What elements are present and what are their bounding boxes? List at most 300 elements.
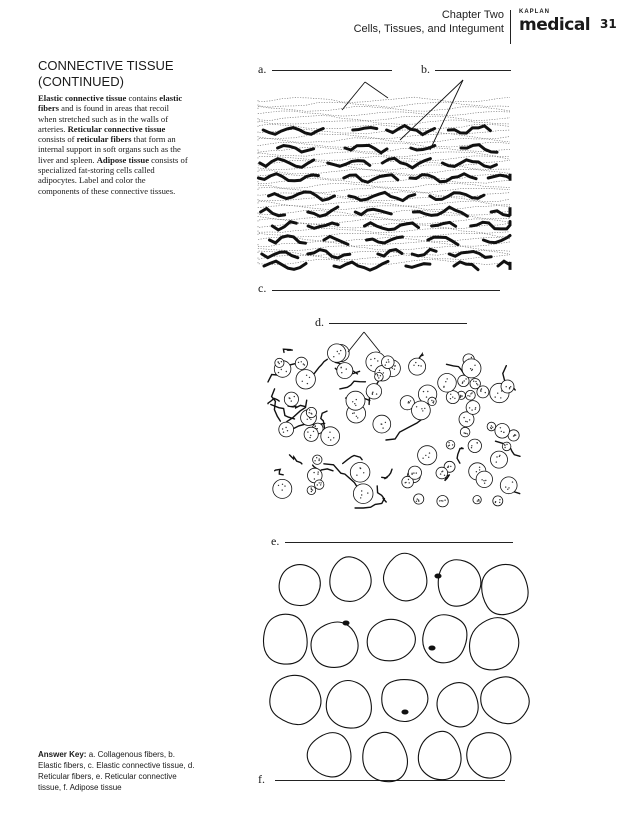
adipocyte (270, 675, 321, 724)
cell-stipple (376, 393, 377, 394)
reticular-cell (295, 357, 307, 369)
reticular-cell (446, 441, 455, 450)
cell-stipple (317, 484, 318, 485)
cell-stipple (357, 417, 358, 418)
cell-stipple (337, 351, 338, 352)
cell-stipple (377, 360, 378, 361)
reticular-cell (501, 380, 514, 393)
cell-stipple (311, 489, 312, 490)
reticular-cell (315, 480, 324, 489)
collagen-fiber (258, 233, 510, 237)
adipocyte (382, 680, 428, 722)
adipocyte (279, 565, 320, 606)
elastic-fiber (406, 264, 430, 268)
reticular-fiber (275, 469, 284, 474)
adipocyte (307, 733, 351, 777)
reticular-cell (473, 496, 481, 504)
cell-stipple (508, 487, 509, 488)
cell-stipple (495, 396, 496, 397)
cell-stipple (483, 480, 484, 481)
cell-stipple (469, 407, 470, 408)
elastic-fiber (471, 222, 510, 229)
cell-stipple (499, 499, 500, 500)
cell-stipple (507, 489, 508, 490)
cell-stipple (318, 471, 319, 472)
cell-stipple (285, 427, 286, 428)
cell-stipple (444, 475, 445, 476)
cell-stipple (415, 362, 416, 363)
cell-stipple (370, 359, 371, 360)
reticular-cell (414, 494, 424, 504)
cell-stipple (450, 398, 451, 399)
adipose-tissue-drawing (263, 553, 529, 781)
cell-stipple (340, 350, 341, 351)
cell-stipple (317, 473, 318, 474)
cell-stipple (284, 485, 285, 486)
reticular-cell (353, 484, 373, 504)
reticular-cell (346, 391, 365, 410)
reticular-cell (466, 401, 480, 415)
cell-stipple (425, 455, 426, 456)
reticular-fiber (340, 381, 366, 389)
cell-stipple (470, 393, 471, 394)
cell-stipple (496, 456, 497, 457)
cell-stipple (352, 413, 353, 414)
label-d: d. (315, 315, 324, 329)
elastic-fiber (278, 146, 314, 153)
elastic-fiber (483, 236, 510, 243)
cell-stipple (333, 356, 334, 357)
cell-stipple (386, 362, 387, 363)
body-text-span: consists of specialized fat-storing cells called adipocytes. Label and color the components of these connective tissues. (38, 154, 188, 196)
cell-stipple (356, 399, 357, 400)
cell-stipple (422, 458, 423, 459)
cell-stipple (476, 471, 477, 472)
logo-medical-text: medical (519, 15, 591, 35)
cell-stipple (480, 391, 481, 392)
reticular-cell (321, 427, 340, 446)
cell-stipple (307, 419, 308, 420)
cell-stipple (499, 456, 500, 457)
cell-stipple (467, 433, 468, 434)
elastic-fiber (367, 237, 403, 243)
label-a: a. (258, 62, 267, 76)
cell-stipple (383, 372, 384, 373)
cell-stipple (470, 368, 471, 369)
cell-stipple (341, 372, 342, 373)
cell-stipple (282, 484, 283, 485)
label-e: e. (271, 534, 280, 548)
body-text-span: contains (126, 93, 160, 103)
cell-stipple (352, 401, 353, 402)
cell-stipple (310, 419, 311, 420)
reticular-cell (468, 439, 481, 452)
cell-stipple (506, 444, 507, 445)
cell-stipple (307, 431, 308, 432)
cell-stipple (431, 400, 432, 401)
cell-stipple (382, 427, 383, 428)
cell-stipple (452, 444, 453, 445)
reticular-fiber (290, 455, 302, 464)
cell-stipple (475, 407, 476, 408)
cell-stipple (278, 485, 279, 486)
cell-stipple (454, 398, 455, 399)
term-elastic-connective-tissue: Elastic connective tissue (38, 93, 127, 103)
cell-stipple (445, 381, 446, 382)
reticular-cell (428, 397, 436, 405)
cell-stipple (313, 472, 314, 473)
cell-stipple (450, 466, 451, 467)
adipocyte (363, 732, 408, 781)
adipocyte (481, 677, 530, 724)
collagen-fiber (258, 201, 510, 206)
elastic-fiber (308, 250, 350, 258)
cell-stipple (471, 447, 472, 448)
cell-stipple (416, 472, 417, 473)
cell-stipple (433, 401, 434, 402)
cell-stipple (289, 397, 290, 398)
cell-stipple (286, 371, 287, 372)
reticular-cell (328, 344, 346, 362)
collagen-fiber (258, 206, 510, 210)
adipocyte (423, 615, 467, 663)
cell-stipple (506, 386, 507, 387)
body-text-span: consists of (38, 134, 77, 145)
elastic-connective-tissue-drawing (258, 80, 510, 270)
cell-stipple (500, 427, 501, 428)
cell-stipple (471, 445, 472, 446)
collagen-fiber (258, 169, 510, 175)
adipocyte (367, 619, 415, 661)
term-elastic-fibers: elastic fibers (38, 93, 183, 114)
cell-stipple (465, 378, 466, 379)
body-text-span: and is found in areas that recoil when stretched such as in the walls of arteries. (38, 103, 170, 134)
cell-stipple (485, 480, 486, 481)
cell-stipple (496, 461, 497, 462)
adipocyte (438, 560, 481, 606)
reticular-cell (304, 427, 318, 441)
reticular-cell (462, 359, 481, 378)
cell-stipple (385, 364, 386, 365)
reticular-cell (460, 427, 470, 437)
cell-stipple (416, 406, 417, 407)
cell-stipple (320, 484, 321, 485)
cell-stipple (309, 412, 310, 413)
reticular-cell (313, 455, 322, 464)
reticular-cell (408, 466, 421, 479)
cell-stipple (505, 486, 506, 487)
cell-stipple (283, 432, 284, 433)
elastic-fiber (261, 209, 285, 216)
cell-stipple (433, 402, 434, 403)
cell-stipple (316, 457, 317, 458)
reticular-cell (284, 392, 298, 406)
reticular-cell (476, 471, 492, 487)
cell-stipple (385, 422, 386, 423)
elastic-fiber (382, 158, 430, 168)
adipocyte (437, 683, 478, 727)
cell-stipple (315, 425, 316, 426)
label-b: b. (421, 62, 430, 76)
cell-stipple (405, 482, 406, 483)
cell-stipple (311, 487, 312, 488)
cell-stipple (478, 500, 479, 501)
cell-stipple (329, 432, 330, 433)
elastic-fiber (498, 261, 510, 270)
adipocyte (470, 618, 519, 670)
cell-stipple (512, 481, 513, 482)
cell-stipple (282, 428, 283, 429)
cell-stipple (408, 479, 409, 480)
cell-stipple (313, 431, 314, 432)
cell-stipple (410, 400, 411, 401)
elastic-fiber (334, 261, 388, 270)
reticular-cell (350, 463, 370, 483)
elastic-fiber (264, 261, 306, 269)
reticular-cell (412, 401, 431, 420)
reticular-fiber (283, 349, 292, 352)
cell-stipple (514, 434, 515, 435)
elastic-fiber (344, 175, 398, 183)
reticular-cell (418, 446, 437, 465)
cell-stipple (392, 368, 393, 369)
cell-stipple (319, 458, 320, 459)
cell-stipple (287, 430, 288, 431)
cell-stipple (319, 482, 320, 483)
elastic-fiber (308, 207, 338, 216)
cell-stipple (465, 421, 466, 422)
cell-stipple (291, 400, 292, 401)
cell-stipple (377, 375, 378, 376)
reticular-cell (275, 358, 284, 367)
elastic-fiber (430, 193, 484, 200)
cell-stipple (461, 395, 462, 396)
adipocyte (263, 614, 307, 664)
reticular-cell (279, 422, 294, 437)
cell-stipple (301, 361, 302, 362)
reticular-cell (366, 384, 381, 399)
reticular-connective-tissue-drawing (268, 332, 520, 508)
cell-stipple (452, 396, 453, 397)
cell-stipple (370, 365, 371, 366)
term-adipose-tissue: Adipose tissue (96, 154, 150, 165)
cell-stipple (441, 500, 442, 501)
body-text-span: that form an internal support in soft organs such as the liver and spleen. (38, 134, 181, 165)
cell-stipple (463, 417, 464, 418)
cell-stipple (416, 501, 417, 502)
cell-stipple (318, 460, 319, 461)
cell-stipple (490, 427, 491, 428)
cell-stipple (278, 372, 279, 373)
cell-stipple (395, 365, 396, 366)
cell-stipple (497, 393, 498, 394)
reticular-cell (375, 373, 384, 382)
cell-stipple (475, 381, 476, 382)
cell-stipple (363, 472, 364, 473)
cell-stipple (281, 369, 282, 370)
collagen-fiber (258, 111, 510, 116)
cell-stipple (328, 437, 329, 438)
cell-stipple (310, 435, 311, 436)
cell-stipple (464, 380, 465, 381)
cell-stipple (509, 387, 510, 388)
collagen-fiber (258, 106, 510, 111)
cell-stipple (417, 498, 418, 499)
reticular-cell (438, 374, 457, 393)
reticular-cell (273, 479, 292, 498)
cell-stipple (279, 363, 280, 364)
cell-stipple (421, 408, 422, 409)
elastic-fiber (272, 222, 296, 230)
cell-stipple (361, 494, 362, 495)
elastic-fiber (270, 236, 306, 243)
cell-stipple (298, 362, 299, 363)
cell-stipple (374, 358, 375, 359)
cell-stipple (354, 403, 355, 404)
cell-stipple (504, 445, 505, 446)
cell-stipple (304, 364, 305, 365)
reticular-cell (307, 486, 316, 495)
adipocyte (467, 733, 511, 778)
collagen-fiber (258, 134, 510, 139)
reticular-cell (382, 356, 395, 369)
cell-stipple (423, 391, 424, 392)
cell-stipple (378, 377, 379, 378)
elastic-fiber (442, 160, 496, 167)
collagen-fiber (258, 215, 510, 220)
cell-stipple (367, 492, 368, 493)
cell-stipple (467, 395, 468, 396)
cell-stipple (439, 500, 440, 501)
cell-stipple (377, 374, 378, 375)
cell-stipple (356, 416, 357, 417)
cell-stipple (341, 367, 342, 368)
cell-stipple (307, 383, 308, 384)
cell-stipple (469, 395, 470, 396)
answer-key-heading: Answer Key: (38, 750, 87, 759)
cell-stipple (464, 432, 465, 433)
cell-stipple (306, 375, 307, 376)
cell-stipple (492, 427, 493, 428)
reticular-cell (409, 358, 426, 375)
cell-stipple (282, 489, 283, 490)
cell-stipple (302, 381, 303, 382)
cell-stipple (440, 473, 441, 474)
reticular-cell (477, 386, 489, 398)
cell-stipple (411, 473, 412, 474)
collagen-fiber (258, 120, 510, 124)
cell-stipple (476, 383, 477, 384)
cell-stipple (380, 375, 381, 376)
cell-stipple (338, 353, 339, 354)
adipocyte-nucleus (343, 621, 349, 625)
cell-stipple (314, 460, 315, 461)
page-number: 31 (600, 17, 617, 31)
elastic-fiber (428, 237, 458, 245)
adipocyte (330, 557, 371, 602)
cell-stipple (450, 394, 451, 395)
cell-stipple (381, 423, 382, 424)
section-title-line-2: (CONTINUED) (38, 74, 124, 89)
adipocyte-nucleus (429, 646, 435, 650)
cell-stipple (361, 490, 362, 491)
cell-stipple (485, 392, 486, 393)
cell-stipple (462, 381, 463, 382)
cell-stipple (330, 439, 331, 440)
cell-stipple (477, 384, 478, 385)
cell-stipple (471, 357, 472, 358)
collagen-fiber (258, 116, 510, 121)
cell-stipple (500, 397, 501, 398)
collagen-fiber (258, 102, 510, 107)
cell-stipple (471, 370, 472, 371)
cell-stipple (428, 457, 429, 458)
reticular-cell (491, 451, 508, 468)
cell-stipple (360, 497, 361, 498)
collagen-fiber (258, 183, 510, 188)
elastic-fiber (488, 174, 510, 181)
cell-stipple (420, 365, 421, 366)
cell-stipple (278, 362, 279, 363)
cell-stipple (372, 393, 373, 394)
cell-stipple (510, 386, 511, 387)
cell-stipple (388, 361, 389, 362)
reticular-fiber (382, 469, 392, 479)
cell-stipple (426, 396, 427, 397)
cell-stipple (427, 391, 428, 392)
cell-stipple (413, 365, 414, 366)
reticular-cell (466, 390, 476, 400)
answer-key-text: a. Collagenous fibers, b. Elastic fibers, c. Elastic connective tissue, d. Reticular fibers, e. Reticular connective tissue, f. Adipose tissue (38, 750, 195, 792)
cell-stipple (356, 475, 357, 476)
leader-lines (348, 332, 380, 352)
reticular-cell (502, 442, 511, 451)
label-c: c. (258, 281, 267, 295)
reticular-fiber (377, 486, 386, 502)
cell-stipple (355, 405, 356, 406)
reticular-cell (296, 370, 315, 389)
cell-stipple (442, 471, 443, 472)
cell-stipple (481, 479, 482, 480)
logo-kaplan-text: KAPLAN (519, 9, 550, 15)
chapter-subtitle: Cells, Tissues, and Integument (353, 23, 504, 35)
cell-stipple (424, 408, 425, 409)
cell-stipple (388, 359, 389, 360)
cell-stipple (314, 478, 315, 479)
term-reticular-connective-tissue: Reticular connective tissue (67, 123, 166, 134)
cell-stipple (471, 392, 472, 393)
cell-stipple (294, 396, 295, 397)
elastic-fiber (448, 126, 490, 133)
cell-stipple (504, 447, 505, 448)
elastic-fiber (355, 209, 391, 214)
cell-stipple (469, 419, 470, 420)
cell-stipple (447, 378, 448, 379)
adipocyte (383, 553, 426, 601)
cell-stipple (394, 369, 395, 370)
reticular-fiber (457, 448, 464, 463)
cell-stipple (479, 469, 480, 470)
cell-stipple (477, 500, 478, 501)
cell-stipple (309, 409, 310, 410)
cell-stipple (418, 501, 419, 502)
elastic-fiber (308, 223, 338, 228)
cell-stipple (359, 467, 360, 468)
cell-stipple (333, 437, 334, 438)
cell-stipple (477, 442, 478, 443)
cell-stipple (444, 500, 445, 501)
reticular-cell (493, 496, 503, 506)
